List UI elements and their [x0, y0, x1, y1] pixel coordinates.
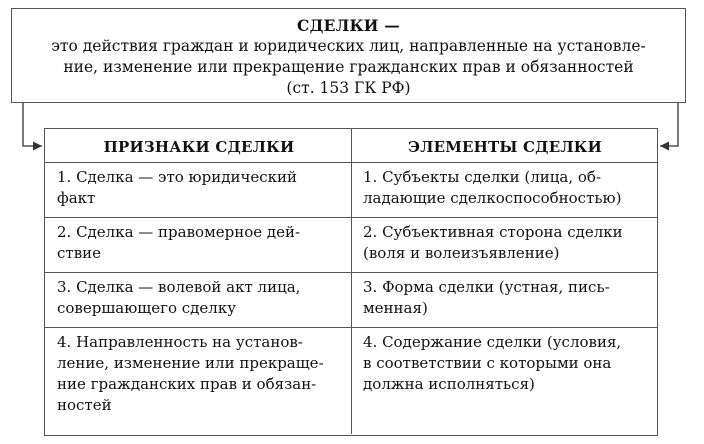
right-connector-arrow: [660, 103, 678, 146]
definition-line-3: (ст. 153 ГК РФ): [286, 79, 411, 97]
cell-line: ностей: [57, 396, 112, 414]
cell-line: должна исполняться): [363, 375, 535, 393]
left-connector-arrow: [23, 103, 42, 146]
definition-box: [11, 8, 686, 103]
cell-line: 2. Субъективная сторона сделки: [363, 223, 623, 241]
header-features: ПРИЗНАКИ СДЕЛКИ: [103, 138, 295, 156]
table-row: [45, 327, 657, 434]
cell-line: 3. Сделка — волевой акт лица,: [57, 278, 301, 296]
element-cell-4: [351, 328, 657, 434]
cell-line: ладающие сделкоспособностью): [363, 189, 622, 207]
cell-line: 3. Форма сделки (устная, пись-: [363, 278, 610, 296]
element-cell-1: [351, 163, 657, 217]
cell-line: совершающего сделку: [57, 299, 237, 317]
table-row: [45, 217, 657, 272]
cell-line: 4. Направленность на установ-: [57, 333, 303, 351]
cell-line: 1. Субъекты сделки (лица, об-: [363, 168, 602, 186]
cell-line: 2. Сделка — правомерное дей-: [57, 223, 301, 241]
definition-line-1: это действия граждан и юридических лиц, направленные на установле-: [51, 37, 646, 55]
element-cell-3: [351, 273, 657, 327]
table-row: [45, 272, 657, 327]
definition-line-2: ние, изменение или прекращение гражданских прав и обязанностей: [63, 58, 634, 76]
cell-line: ствие: [57, 244, 102, 262]
cell-line: 1. Сделка — это юридический: [57, 168, 298, 186]
feature-cell-4: [45, 328, 351, 434]
definition-title: СДЕЛКИ —: [297, 16, 400, 35]
feature-cell-1: [45, 163, 351, 217]
comparison-table: [44, 128, 658, 436]
cell-line: (воля и волеизъявление): [363, 244, 560, 262]
feature-cell-3: [45, 273, 351, 327]
cell-line: менная): [363, 299, 428, 317]
cell-line: ление, изменение или прекраще-: [57, 354, 324, 372]
cell-line: в соответствии с которыми она: [363, 354, 612, 372]
table-header-row: [45, 129, 657, 162]
cell-line: ние гражданских прав и обязан-: [57, 375, 317, 393]
table-row: [45, 162, 657, 217]
cell-line: 4. Содержание сделки (условия,: [363, 333, 622, 351]
feature-cell-2: [45, 218, 351, 272]
cell-line: факт: [57, 189, 96, 207]
header-elements: ЭЛЕМЕНТЫ СДЕЛКИ: [351, 129, 657, 162]
element-cell-2: [351, 218, 657, 272]
